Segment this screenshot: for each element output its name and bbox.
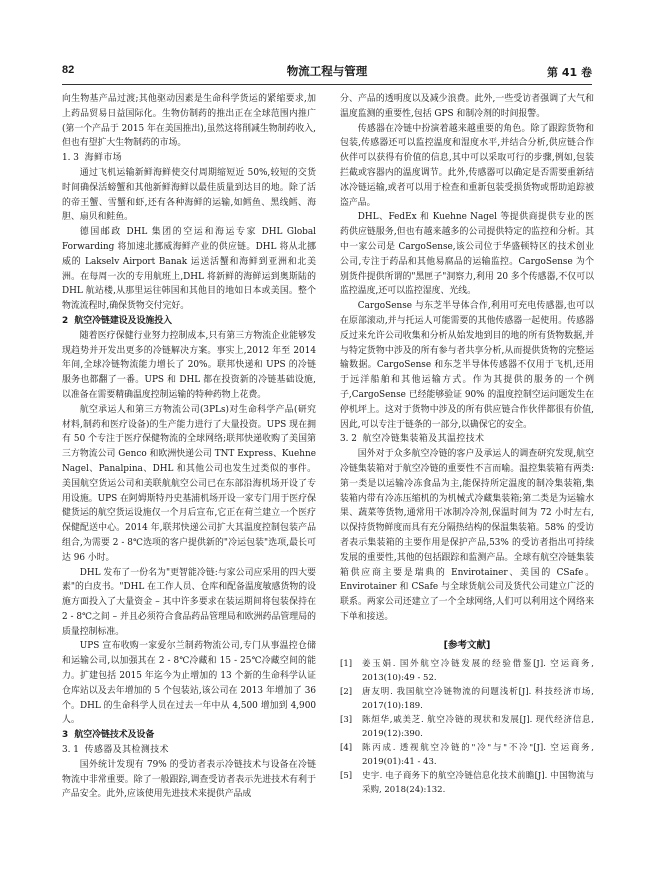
reference-number: [3]	[340, 715, 353, 726]
section-number: 3	[62, 730, 69, 741]
paragraph: 航空承运人和第三方物流公司(3PLs)对生命科学产品(研究材料,制药和医疗设备)的生产能力进行了大量投资。UPS 现在拥有 50 个专注于医疗保健物流的全球网络;联邦快递收购了美国第三方物流公司 Genco 和欧洲快递公司 TNT Express、Kuehne Nagel、Panalpina、DHL 和其他公司也发生过类似的事件。美国航空货运公司和美联航航空公司已在东部沿海机场开设了专用设施。UPS 在阿姆斯特丹史基浦机场开设一家专门用于医疗保健货运的航空货运设施仅一个月后宣布,它正在荷兰建立一个医疗保健配送中心。2014 年,联邦快递公司扩大其温度控制包装产品组合,为需要 2 - 8℃选项的客户提供新的"冷运包装"选项,最长可达 96 小时。	[62, 404, 316, 563]
paragraph: DHL 发布了一份名为"更智能冷链:与家公司应采用的四大要素"的白皮书。"DHL 在工作人员、仓库和配备温度敏感货物的设施方面投入了大量资金 – 其中许多要求在装运期间将包装保持在 2 - 8℃之间 – 并且必须符合食品药品管理局和欧洲药品管理局的质量控制标准。	[62, 567, 316, 637]
paragraph: 随着医疗保健行业努力控制成本,只有第三方物流企业能够发现趋势并开发出更多的冷链解决方案。事实上,2012 年至 2014 年间,全球冷链物流能力增长了 20%。联邦快递和 UPS 的冷链服务也都翻了一番。UPS 和 DHL 都在投资新的冷链基础设施,以准备在需要精确温度控制运输的特种药物上花费。	[62, 330, 316, 400]
reference-text: 史宇. 电子商务下的航空冷链信息化技术前瞻[J]. 中国物流与采购, 2018(24):132.	[362, 771, 594, 796]
section-title: 航空冷链建设及设施投入	[74, 315, 172, 326]
section-title: 航空冷链集装箱及其温控技术	[362, 434, 485, 445]
paragraph: UPS 宣布收购一家爱尔兰制药物流公司,专门从事温控仓储和运输公司,以加强其在 2 - 8℃冷藏和 15 - 25℃冷藏空间的能力。扩建包括 2015 年迄今为止增加的 13 个新的生命科学认证仓库站以及去年增加的 5 个包装站,该公司在 2013 年增加了 36 个。DHL 的生命科学人员在过去一年中从 4,500 增加到 4,900 人。	[62, 641, 316, 726]
left-column	[62, 92, 316, 802]
section-number: 1. 3	[62, 153, 79, 164]
subsection-heading-3-1	[62, 743, 316, 758]
reference-number: [1]	[340, 659, 353, 670]
paragraph: 传感器在冷链中扮演着越来越重要的角色。除了跟踪货物和包装,传感器还可以监控温度和湿度水平,并结合分析,供应链合作伙伴可以获得有价值的信息,其中可以采取可行的步骤,例如,包装拦截或容器内的温度调节。此外,传感器可以确定是否需要重新结冰冷链运输,或者可以用于检查和重新包装受损货物或帮助追踪被盗产品。	[340, 123, 594, 208]
reference-item	[340, 741, 594, 769]
section-title: 传感器及其检测技术	[84, 745, 169, 756]
paragraph: 德国邮政 DHL 集团的空运和海运专家 DHL Global Forwarding 将加速北挪威海鲜产业的供应链。DHL 将从北挪威的 Lakselv Airport Banak 运送活蟹和海鲜到亚洲和北美洲。在每周一次的专用航班上,DHL 将新鲜的海鲜运到奥斯陆的 DHL 航站楼,从那里运往韩国和其他目的地如日本或美国。整个物流流程时,确保货物交付完好。	[62, 227, 316, 312]
journal-title: 物流工程与管理	[286, 64, 368, 78]
paragraph: 通过飞机运输新鲜海鲜使交付周期缩短近 50%,较短的交货时间确保活螃蟹和其他新鲜海鲜以最佳质量到达目的地。除了活的帝王蟹、雪蟹和虾,还有各种海鲜的运输,如鳕鱼、黑线鳕、海胆、扇贝和鲑鱼。	[62, 167, 316, 223]
paragraph: DHL、FedEx 和 Kuehne Nagel 等提供商提供专业的医药供应链服务,但也有越来越多的公司提供特定的监控和分析。其中一家公司是 CargoSense,该公司位于华盛顿特区的技术创业公司,专注于药品和其他易腐品的运输监控。CargoSense 为个别货件提供所谓的"黑匣子"洞察力,利用 20 多个传感器,不仅可以监控温度,还可以监控湿度、光线。	[340, 212, 594, 297]
paragraph: 向生物基产品过渡;其他驱动因素是生命科学货运的紧缩要求,加上药品贸易日益国际化。生物仿制药的推出正在全球范围内推广(第一个产品于 2015 年在美国推出),虽然这将削减生物制药收入,但也有望扩大生物制药的市场。	[62, 94, 316, 149]
reference-number: [2]	[340, 687, 353, 698]
reference-text: 陈烜华,戚美芝. 航空冷链的现状和发展[J]. 现代经济信息, 2019(12):390.	[362, 715, 594, 740]
reference-text: 姜玉娟. 国外航空冷链发展的经验借鉴[J]. 空运商务, 2013(10):49 - 52.	[362, 659, 594, 684]
page-header	[62, 62, 592, 82]
subsection-heading-3-2	[340, 432, 594, 447]
section-number: 3. 2	[340, 434, 357, 445]
paragraph: CargoSense 与东芝半导体合作,利用可充电传感器,也可以在原部滚动,并与托运人可能需要的其他传感器一起使用。传感器反过来允许公司收集和分析从始发地到目的地的所有货物数据,并与特定货物中涉及的所有参与者共享分析,从而提供货物的完整运输数据。CargoSense 和东芝半导体传感器不仅用于飞机,还用于远洋船舶和其他运输方式。作为其提供的服务的一个例子,CargoSense 已经能够验证 90% 的温度控制空运问题发生在停机坪上。这对于货物中涉及的所有供应链合作伙伴都很有价值,因此,可以专注于链条的一部分,以确保它的安全。	[340, 301, 594, 430]
subsection-heading-1-3	[62, 151, 316, 166]
reference-item	[340, 657, 594, 685]
paragraph: 分、产品的透明度以及减少浪费。此外,一些受访者强调了大气和温度监测的重要性,包括 GPS 和制冷剂的时间报警。	[340, 94, 594, 119]
reference-number: [5]	[340, 771, 353, 782]
reference-list	[340, 657, 594, 797]
reference-text: 唐友明. 我国航空冷链物流的问题浅析[J]. 科技经济市场, 2017(10):189.	[362, 687, 594, 712]
paragraph: 国外对于众多航空冷链的客户及承运人的调查研究发现,航空冷链集装箱对于航空冷链的重要性不言而喻。温控集装箱有两类:第一类是以运输冷冻食品为主,能保持所定温度的制冷集装箱,集装箱内带有冷冻压缩机的为机械式冷藏集装箱;第二类是为运输水果、蔬菜等货物,通常用干冰制冷冷剂,保温时间为 72 小时左右,以保持货物鲜度而具有充分隔热结构的保温集装箱。58% 的受访者表示集装箱的主要作用是保护产品,53% 的受访者指出可持续发展的重要性,其他的包括跟踪和监测产品。全球有航空冷链集装箱供应商主要是瑞典的 Envirotainer、美国的 CSafe。Envirotainer 和 CSafe 与全球货航公司及货代公司建立广泛的联系。两家公司还建立了一个全球网络,人们可以利用这个网络来下单和接送。	[340, 449, 594, 622]
section-number: 3. 1	[62, 745, 79, 756]
section-number: 2	[62, 315, 69, 326]
section-heading-3	[62, 728, 316, 743]
references-heading: [参考文献]	[443, 639, 491, 651]
section-heading-2	[62, 314, 316, 329]
reference-item	[340, 713, 594, 741]
right-column	[340, 92, 594, 797]
volume-label: 第 41 卷	[547, 66, 592, 79]
reference-number: [4]	[340, 743, 353, 754]
reference-item	[340, 685, 594, 713]
header-rule	[62, 84, 592, 85]
section-title: 航空冷链技术及设备	[74, 730, 155, 741]
section-title: 海鲜市场	[84, 153, 123, 164]
reference-text: 陈丙成. 透视航空冷链的"冷"与"不冷"[J]. 空运商务, 2019(01):41 - 43.	[362, 743, 594, 768]
paragraph: 国外统计发现有 79% 的受访者表示冷链技术与设备在冷链物流中非常重要。除了一般跟踪,调查受访者表示先进技术有利于产品安全。此外,应该使用先进技术来提供产品成	[62, 759, 316, 800]
reference-item	[340, 769, 594, 797]
page-number: 82	[62, 64, 75, 76]
